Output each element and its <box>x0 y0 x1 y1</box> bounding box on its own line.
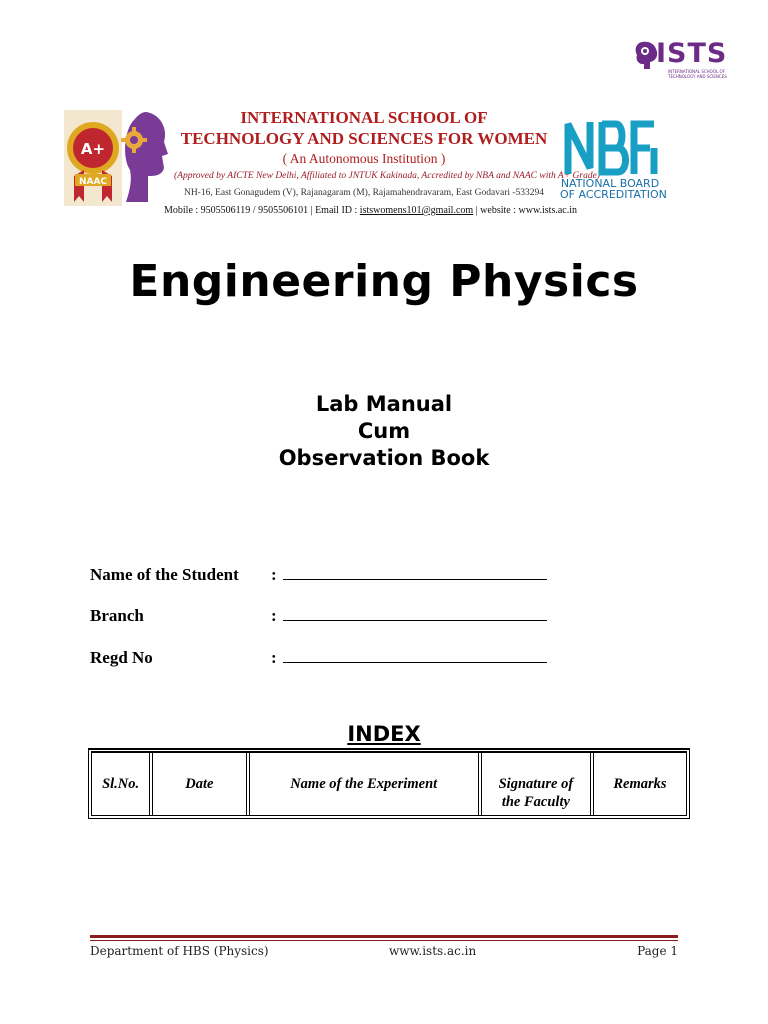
field-blank-line[interactable] <box>283 606 547 621</box>
head-gear-icon <box>118 110 168 206</box>
field-regd-no[interactable] <box>271 648 547 668</box>
footer-divider <box>90 935 678 938</box>
field-branch[interactable] <box>271 606 547 626</box>
footer-website: www.ists.ac.in <box>389 944 477 958</box>
field-student-name[interactable] <box>271 565 547 585</box>
banner-address: NH-16, East Gonagudem (V), Rajanagaram (M), Rajamahendravaram, East Godavari -533294 <box>183 188 545 198</box>
ists-logo-tagline: INTERNATIONAL SCHOOL OF TECHNOLOGY AND SCIENCES <box>668 69 727 79</box>
column-header-signature: Signature of the Faculty <box>478 753 590 815</box>
nba-line-1: NATIONAL BOARD <box>560 177 660 190</box>
index-header-row <box>92 753 686 815</box>
footer-page-number: Page 1 <box>637 944 678 958</box>
subtitle-line-2: Cum <box>357 419 411 443</box>
banner-approval: (Approved by AICTE New Delhi, Affiliated to JNTUK Kakinada, Accredited by NBA and NAAC with A+ Grade) <box>174 171 600 181</box>
column-header-remarks: Remarks <box>590 753 686 815</box>
index-heading-text: INDEX <box>347 722 421 746</box>
field-separator: : <box>271 648 277 667</box>
institution-banner <box>64 108 667 220</box>
banner-contact <box>164 205 578 216</box>
nba-mark-icon <box>562 118 658 176</box>
field-separator: : <box>271 565 277 584</box>
subtitle-line-3: Observation Book <box>278 446 490 470</box>
nba-line-2: OF ACCREDITATION <box>560 188 667 201</box>
banner-mobile: Mobile : 9505506119 / 9505506101 | Email ID : <box>164 205 360 216</box>
banner-autonomous: ( An Autonomous Institution ) <box>282 151 446 166</box>
nba-logo <box>560 118 667 210</box>
field-blank-line[interactable] <box>283 648 547 663</box>
ists-logo-text: ISTS <box>656 38 728 69</box>
banner-line-1: INTERNATIONAL SCHOOL OF <box>240 108 488 127</box>
column-header-experiment: Name of the Experiment <box>246 753 478 815</box>
nba-text <box>560 177 667 201</box>
field-label-regd-no: Regd No <box>90 648 153 667</box>
index-table <box>88 748 690 819</box>
subtitle-line-1: Lab Manual <box>315 392 453 416</box>
naac-seal-icon <box>64 110 122 206</box>
column-header-sl-no: Sl.No. <box>102 776 140 792</box>
naac-label: NAAC <box>78 177 108 187</box>
field-blank-line[interactable] <box>283 565 547 580</box>
naac-grade: A+ <box>80 140 106 158</box>
banner-email-link[interactable]: istswomens101@gmail.com <box>359 205 474 216</box>
index-heading <box>0 722 768 746</box>
column-header-date: Date <box>149 753 245 815</box>
field-label-branch: Branch <box>90 606 144 625</box>
footer-department: Department of HBS (Physics) <box>90 944 269 958</box>
banner-line-2: TECHNOLOGY AND SCIENCES FOR WOMEN <box>180 129 548 148</box>
document-title: Engineering Physics <box>129 256 639 307</box>
footer-divider-thin <box>90 940 678 941</box>
field-label-student-name: Name of the Student <box>90 565 239 584</box>
ists-logo <box>634 38 734 80</box>
field-separator: : <box>271 606 277 625</box>
banner-website: | website : www.ists.ac.in <box>473 205 578 216</box>
